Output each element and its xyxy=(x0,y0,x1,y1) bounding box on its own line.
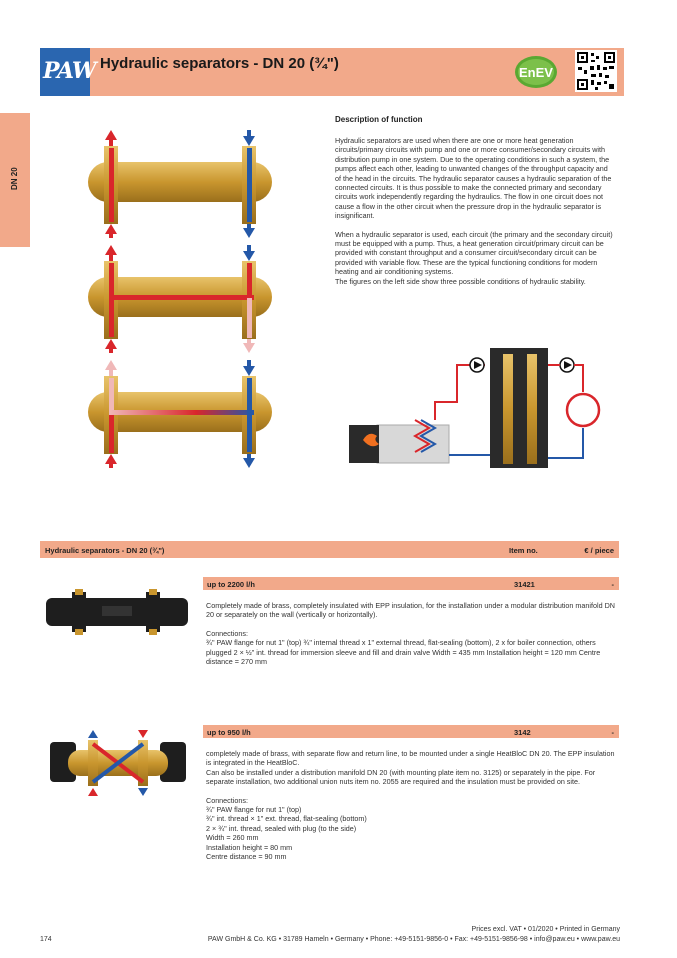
connection-line: ¾" int. thread × 1" ext. thread, flat-sealing (bottom) xyxy=(206,814,367,824)
connection-line: Centre distance = 90 mm xyxy=(206,852,287,862)
row-description-3142 xyxy=(206,749,618,861)
description-title: Description of function xyxy=(335,115,423,124)
connection-line: ¾" PAW flange for nut 1" (top) xyxy=(206,805,302,815)
page-title: Hydraulic separators - DN 20 (¾") xyxy=(100,55,339,72)
table-header-name: Hydraulic separators - DN 20 (¾") xyxy=(45,546,165,555)
side-tab-label: DN 20 xyxy=(10,167,19,190)
qr-code[interactable] xyxy=(575,50,617,92)
row-label: up to 950 l/h xyxy=(207,728,251,737)
row-price: - xyxy=(611,580,614,589)
row-text-2: Can also be installed under a distribution manifold DN 20 (with mounting plate item no. 3125) or separately in the pipe. For separate installation, two additional union nuts item no. 2055 are required and the insulation must be provided on site. xyxy=(206,767,596,787)
product-image-3142 xyxy=(48,730,188,796)
connections-title: Connections: xyxy=(206,628,248,638)
table-row-3142 xyxy=(203,725,619,738)
figure-primary-excess xyxy=(88,245,272,353)
enev-badge-text: EnEV xyxy=(519,65,553,80)
product-image-31421 xyxy=(42,588,192,636)
footer-company: PAW GmbH & Co. KG • 31789 Hameln • Germany • Phone: +49-5151-9856-0 • Fax: +49-5151-9856-98 • info@paw.eu • www.paw.eu xyxy=(207,936,620,943)
consumer-icon xyxy=(567,394,599,426)
row-text: Completely made of brass, completely insulated with EPP insulation, for the installation under a modular distribution manifold DN 20 or separately on the wall (vertically or horizontally). xyxy=(206,601,615,620)
paw-logo xyxy=(40,48,96,96)
separator-figures xyxy=(82,128,282,468)
figure-balanced-flow xyxy=(88,130,272,238)
table-header xyxy=(40,541,619,558)
connection-line: Installation height = 80 mm xyxy=(206,842,293,852)
row-item-no: 31421 xyxy=(514,580,535,589)
connections-title: Connections: xyxy=(206,795,248,805)
page-number: 174 xyxy=(40,936,52,943)
figure-secondary-excess xyxy=(88,360,272,468)
row-label: up to 2200 l/h xyxy=(207,580,255,589)
description-paragraph-1: Hydraulic separators are used when there are one or more heat generation circuits/primary circuits with pump and one or more consumer/secondary circuits with distribution pump in one system. Due to the operating conditions in such a system, the pumps affect each other, leading to unwanted changes of the throughput capacity and of the head in the circuits. The hydraulic separator causes a hydraulic separation of the connected circuits. It is thus possible to make the connected primary and secondary circuits work independently regarding the hydraulics. The flow in one circuit does not cause a flow in the other circuit when the pressure drop in the hydraulic separator is insignificant. xyxy=(335,136,612,221)
description-paragraph-2: When a hydraulic separator is used, each circuit (the primary and the secondary circuit) must be equipped with a pump. Thus, a heat generation circuit/primary circuit can be provided with constant throughput and a consumer circuit/secondary circuit can be provided with variable flow. These are the typical functioning conditions for modern heating and air conditioning systems. xyxy=(335,229,613,277)
row-description-31421 xyxy=(206,601,618,666)
row-item-no: 3142 xyxy=(514,728,531,737)
row-text: completely made of brass, with separate flow and return line, to be mounted under a single HeatBloC DN 20. The EPP insulation is integrated in the HeatBloC. xyxy=(206,749,615,768)
connections-text: ¾" PAW flange for nut 1" (top) ¾" internal thread x 1" external thread, flat-sealing (bottom), 2 x for boiler connection, others plugged 2 × ½" int. thread for immersion sleeve and fill and drain valve Width = 435 mm Installation height = 120 mm Centre distance = 270 mm xyxy=(206,638,601,667)
connection-line: 2 × ¾" int. thread, sealed with plug (to the side) xyxy=(206,823,357,833)
table-header-item-no: Item no. xyxy=(509,546,538,555)
table-row-31421 xyxy=(203,577,619,590)
system-diagram xyxy=(345,340,615,480)
description-paragraph-3: The figures on the left side show three possible conditions of hydraulic stability. xyxy=(335,276,586,286)
connection-line: Width = 260 mm xyxy=(206,833,259,843)
description-text xyxy=(335,136,615,295)
row-price: - xyxy=(611,728,614,737)
footer-prices: Prices excl. VAT • 01/2020 • Printed in Germany xyxy=(471,926,620,933)
logo-text: PAW xyxy=(43,58,96,84)
enev-badge xyxy=(514,55,558,89)
table-header-price: € / piece xyxy=(584,546,614,555)
